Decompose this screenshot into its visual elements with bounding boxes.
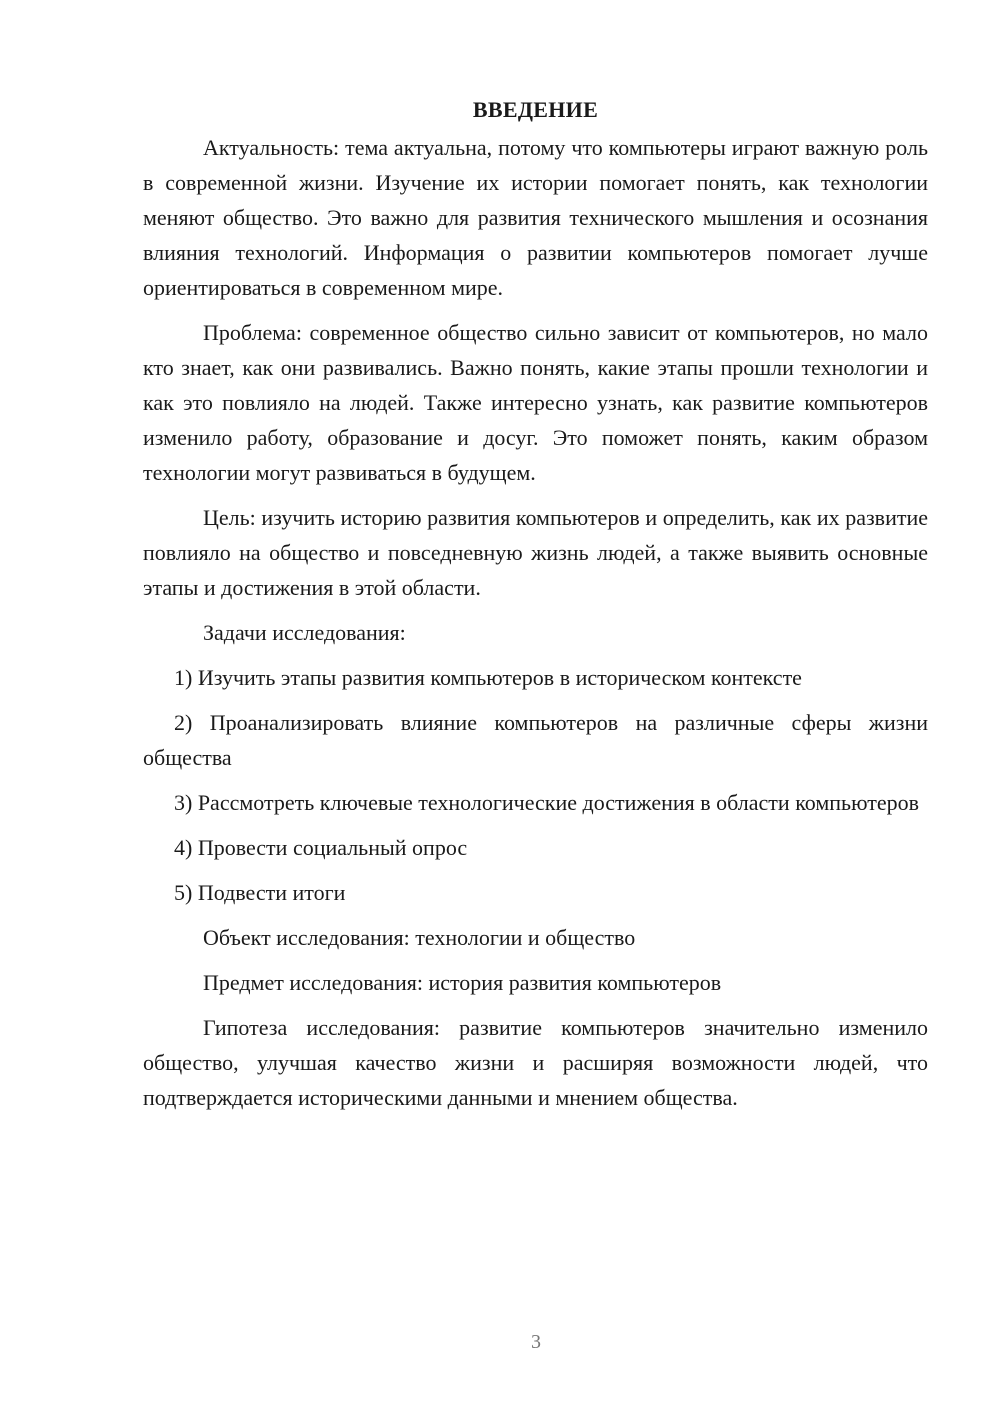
task-item-3: 3) Рассмотреть ключевые технологические достижения в области компьютеров xyxy=(174,790,919,815)
task-item-5: 5) Подвести итоги xyxy=(174,880,346,905)
page-number: 3 xyxy=(531,1331,541,1353)
section-heading: ВВЕДЕНИЕ xyxy=(472,97,599,122)
hypothesis-paragraph: Гипотеза исследования: развитие компьютеров значительно изменило общество, улучшая качество жизни и расширяя возможности людей, что подтверждается историческими данными и мнением общества. xyxy=(143,1015,928,1110)
subject-paragraph: Предмет исследования: история развития компьютеров xyxy=(203,970,722,995)
object-paragraph: Объект исследования: технологии и общество xyxy=(203,925,636,950)
task-item-1: 1) Изучить этапы развития компьютеров в историческом контексте xyxy=(174,665,802,690)
task-item-4: 4) Провести социальный опрос xyxy=(174,835,468,860)
goal-paragraph: Цель: изучить историю развития компьютеров и определить, как их развитие повлияло на общество и повседневную жизнь людей, а также выявить основные этапы и достижения в этой области. xyxy=(143,505,928,600)
relevance-paragraph: Актуальность: тема актуальна, потому что компьютеры играют важную роль в современной жизни. Изучение их истории помогает понять, как технологии меняют общество. Это важно для развития технического мышления и осознания влияния технологий. Информация о развитии компьютеров помогает лучше ориентироваться в современном мире. xyxy=(143,135,928,300)
problem-paragraph: Проблема: современное общество сильно зависит от компьютеров, но мало кто знает, как они развивались. Важно понять, какие этапы прошли технологии и как это повлияло на людей. Также интересно узнать, как развитие компьютеров изменило работу, образование и досуг. Это поможет понять, каким образом технологии могут развиваться в будущем. xyxy=(143,320,928,485)
task-item-2: 2) Проанализировать влияние компьютеров на различные сферы жизни общества xyxy=(143,710,928,770)
document-page xyxy=(143,92,928,1125)
tasks-title: Задачи исследования: xyxy=(203,620,406,645)
